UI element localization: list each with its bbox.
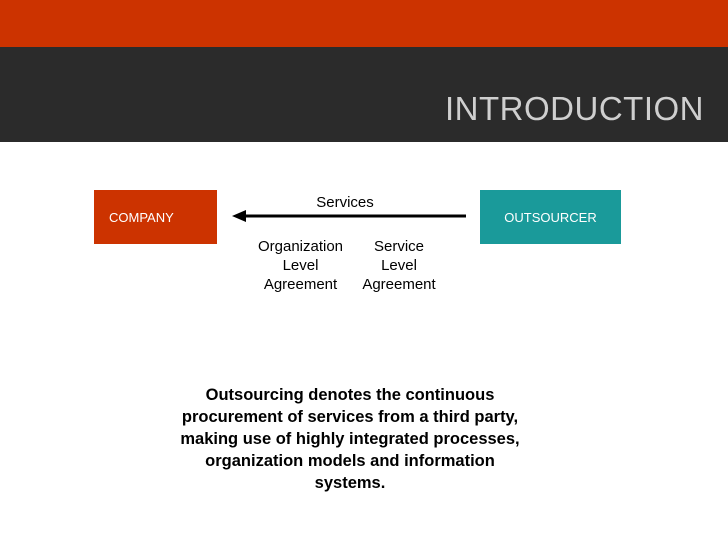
sla-line: Service	[373, 238, 425, 255]
outsourcer-box	[480, 190, 621, 244]
ola-line: Level	[282, 257, 319, 274]
header-accent-band	[0, 0, 728, 47]
sla-label	[352, 237, 446, 294]
ola-label	[248, 237, 353, 294]
sla-line: Level	[381, 257, 417, 274]
ola-line: Agreement	[263, 276, 338, 293]
company-label: COMPANY	[109, 209, 174, 225]
services-label: Services	[316, 194, 374, 211]
arrow-head	[232, 210, 246, 222]
slide-title: INTRODUCTION	[445, 90, 704, 127]
company-box	[94, 190, 217, 244]
outsourcing-definition: Outsourcing denotes the continuous procurement of services from a third party, making use of highly integrated processes, organization models and information systems.	[180, 386, 520, 492]
outsourcer-label: OUTSOURCER	[504, 209, 597, 225]
sla-line: Agreement	[362, 276, 436, 293]
ola-line: Organization	[257, 238, 344, 255]
